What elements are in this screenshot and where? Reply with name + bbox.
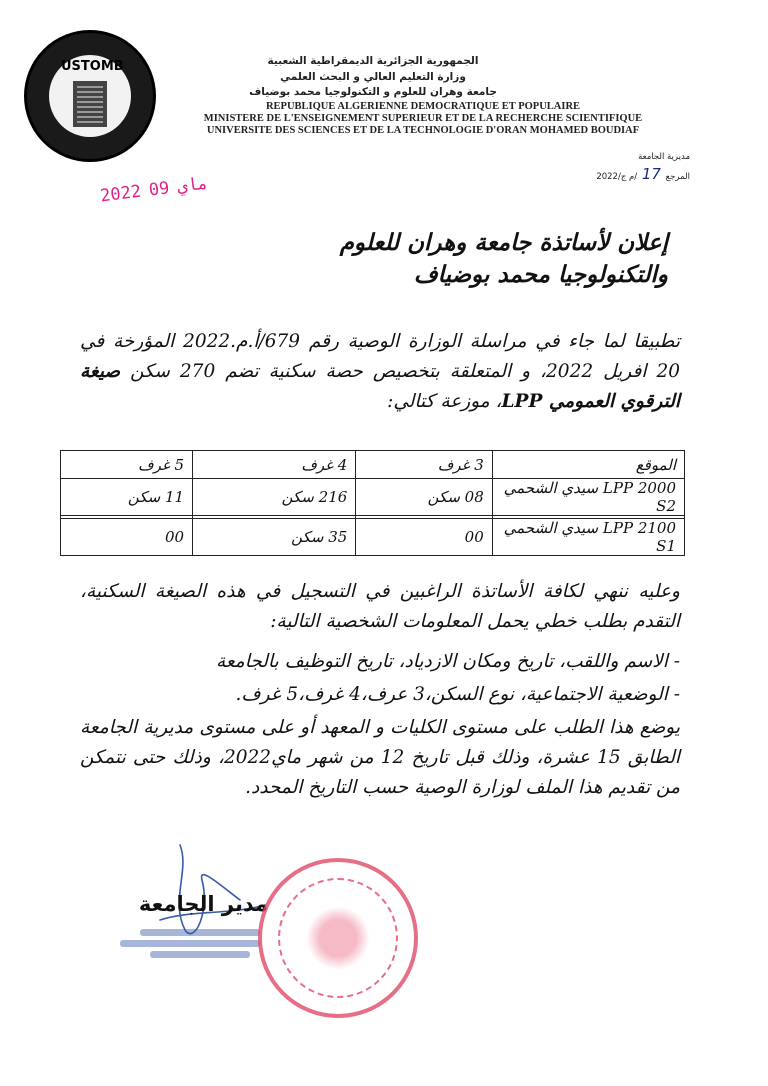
- body-paragraph-request: وعليه ننهي لكافة الأساتذة الراغبين في التسجيل في هذه الصيغة السكنية، التقدم بطلب خطي يحمل المعلومات الشخصية التالية:: [80, 581, 680, 632]
- table-cell-location: LPP 2100 سيدي الشحمي S1: [492, 519, 684, 556]
- official-round-stamp: [258, 858, 418, 1018]
- table-cell-3-rooms: 00: [356, 519, 492, 556]
- intro-text-a: تطبيقا لما جاء في مراسلة الوزارة الوصية رقم 679/أ.م.2022 المؤرخة في 20 افريل 2022، و المتعلقة بتخصيص حصة سكنية تضم 270 سكن: [80, 331, 680, 382]
- logo-building-icon: [73, 81, 107, 127]
- table-cell-3-rooms: 08 سكن: [356, 479, 492, 516]
- table-cell-4-rooms: 35 سكن: [193, 519, 356, 556]
- university-logo: [24, 30, 156, 162]
- intro-housing-formula: صيغة الترقوي العمومي LPP: [80, 361, 680, 412]
- signature-title: مدير الجامعة: [138, 892, 268, 916]
- logo-acronym: USTOMB: [61, 59, 124, 74]
- header-fr-university: UNIVERSITE DES SCIENCES ET DE LA TECHNOLOGIE D'ORAN MOHAMED BOUDIAF: [206, 125, 640, 136]
- table-cell-location: LPP 2000 سيدي الشحمي S2: [492, 479, 684, 516]
- header-fr-republic: REPUBLIQUE ALGERIENNE DEMOCRATIQUE ET POPULAIRE: [265, 101, 581, 112]
- date-stamp: [95, 173, 213, 207]
- table-header-location: الموقع: [492, 451, 684, 479]
- table-row: [61, 479, 685, 516]
- date-stamp-year: 2022: [99, 181, 143, 207]
- body-list-item-1: - الاسم واللقب، تاريخ ومكان الازدياد، تاريخ التوظيف بالجامعة: [215, 651, 680, 672]
- intro-text-b: ، موزعة كتالي:: [387, 391, 502, 412]
- signature-stamp-text: [120, 925, 260, 962]
- housing-table: [60, 450, 685, 556]
- stamp-line: [140, 929, 260, 936]
- announcement-title-line1: إعلان لأساتذة جامعة وهران للعلوم: [339, 229, 668, 256]
- header-ar-ministry: وزارة التعليم العالي و البحث العلمي: [280, 71, 466, 83]
- intro-paragraph: [80, 327, 680, 417]
- table-cell-5-rooms: 00: [61, 519, 193, 556]
- table-header-5-rooms: 5 غرف: [61, 451, 193, 479]
- body-list-item-2: - الوضعية الاجتماعية، نوع السكن،3 عرف،4 غرف،5 غرف.: [235, 684, 680, 705]
- table-cell-5-rooms: 11 سكن: [61, 479, 193, 516]
- stamp-line: [120, 940, 260, 947]
- table-header-4-rooms: 4 غرف: [193, 451, 356, 479]
- reference-label: المرجع: [665, 172, 690, 182]
- table-header-3-rooms: 3 غرف: [356, 451, 492, 479]
- table-row: [61, 519, 685, 556]
- table-cell-4-rooms: 216 سكن: [193, 479, 356, 516]
- announcement-title-line2: والتكنولوجيا محمد بوضياف: [413, 261, 668, 288]
- header-ar-university: جامعة وهران للعلوم و التكنولوجيا محمد بوضياف: [249, 86, 497, 98]
- reference-suffix: /م ج/2022: [596, 172, 638, 182]
- department-name: مديرية الجامعة: [638, 152, 690, 162]
- body-paragraph-deadline: يوضع هذا الطلب على مستوى الكليات و المعهد أو على مستوى مديرية الجامعة الطابق 15 عشرة، وذلك قبل تاريخ 12 من شهر ماي2022، وذلك حتى نتمكن من تقديم هذا الملف لوزارة الوصية حسب التاريخ المحدد.: [80, 717, 680, 798]
- header-ar-republic: الجمهورية الجزائرية الديمقراطية الشعبية: [267, 55, 479, 67]
- reference-number: 17: [641, 165, 661, 183]
- header-fr-ministry: MINISTERE DE L'ENSEIGNEMENT SUPERIEUR ET DE LA RECHERCHE SCIENTIFIQUE: [203, 113, 643, 124]
- reference-line: [596, 165, 690, 183]
- table-header-row: [61, 451, 685, 479]
- date-stamp-day: 09: [147, 178, 171, 201]
- stamp-line: [150, 951, 250, 958]
- date-stamp-month: ماي: [176, 173, 209, 198]
